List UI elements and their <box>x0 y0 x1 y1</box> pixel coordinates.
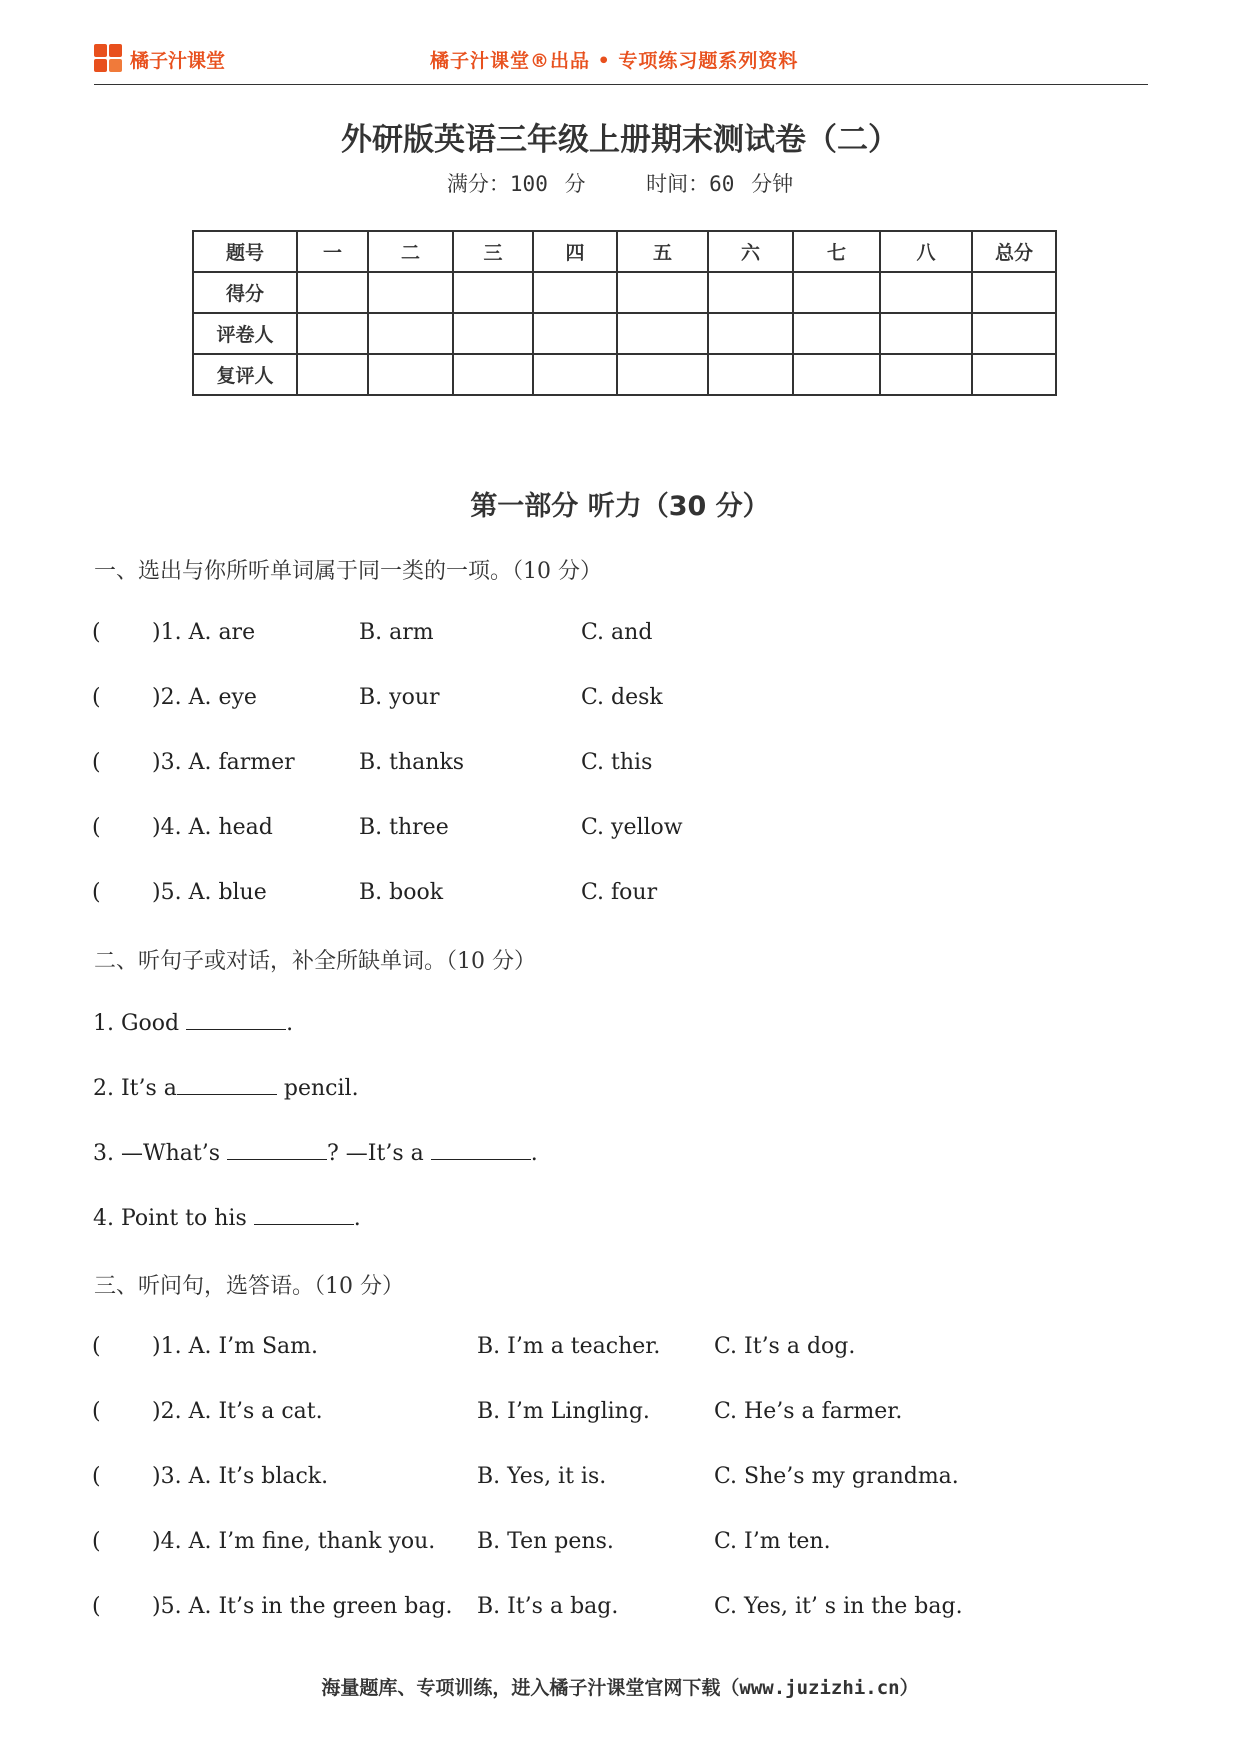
page-footer: 海量题库、专项训练，进入橘子汁课堂官网下载（www.juzizhi.cn） <box>321 1677 919 1699</box>
score-header-cell: 七 <box>793 231 880 272</box>
question-option-a: )1. A. are <box>152 620 256 645</box>
answer-blank[interactable] <box>431 1139 531 1160</box>
question-text: . <box>530 1141 538 1166</box>
question-option-c: C. desk <box>581 685 663 710</box>
question-option-a: )4. A. head <box>152 815 273 840</box>
question-option-c: C. four <box>581 880 658 905</box>
question-option-b: B. It’s a bag. <box>477 1594 619 1619</box>
question-option-c: C. I’m ten. <box>714 1529 831 1554</box>
score-header-cell: 二 <box>368 231 453 272</box>
question-option-c: C. She’s my grandma. <box>714 1464 959 1489</box>
answer-paren: ( <box>92 1399 101 1424</box>
question-text: 2. It’s a <box>93 1076 177 1101</box>
logo <box>94 44 225 74</box>
question-option-b: B. arm <box>359 620 434 645</box>
header-title: 橘子汁课堂®出品 • 专项练习题系列资料 <box>430 50 799 72</box>
question-option-b: B. three <box>359 815 449 840</box>
score-header-cell: 五 <box>617 231 708 272</box>
score-table <box>192 230 1057 396</box>
score-header-cell: 一 <box>297 231 368 272</box>
question-text: ? —It’s a <box>327 1141 431 1166</box>
question-option-b: B. I’m a teacher. <box>477 1334 661 1359</box>
fill-blank-question <box>93 1009 293 1036</box>
answer-blank[interactable] <box>254 1204 354 1225</box>
question-option-b: B. Ten pens. <box>477 1529 614 1554</box>
score-header-cell: 三 <box>453 231 533 272</box>
question-option-b: B. I’m Lingling. <box>477 1399 650 1424</box>
answer-paren: ( <box>92 1594 101 1619</box>
question-option-c: C. and <box>581 620 653 645</box>
answer-paren: ( <box>92 880 101 905</box>
score-table-row <box>193 313 1056 354</box>
question-text: . <box>353 1206 361 1231</box>
section-title: 一、选出与你所听单词属于同一类的一项。（10 分） <box>94 559 602 584</box>
logo-mark-icon <box>94 44 124 74</box>
fill-blank-question <box>93 1139 538 1166</box>
question-option-b: B. thanks <box>359 750 465 775</box>
question-option-a: )5. A. blue <box>152 880 267 905</box>
answer-paren: ( <box>92 1464 101 1489</box>
answer-blank[interactable] <box>227 1139 327 1160</box>
exam-title: 外研版英语三年级上册期末测试卷（二） <box>341 122 899 158</box>
question-text: pencil. <box>276 1076 359 1101</box>
question-option-a: )4. A. I’m fine, thank you. <box>152 1529 436 1554</box>
answer-paren: ( <box>92 750 101 775</box>
question-option-b: B. your <box>359 685 440 710</box>
question-option-c: C. Yes, it’ s in the bag. <box>714 1594 963 1619</box>
question-text: . <box>286 1011 294 1036</box>
score-header-cell: 八 <box>880 231 972 272</box>
score-row-label: 得分 <box>193 272 297 313</box>
answer-paren: ( <box>92 815 101 840</box>
question-option-a: )3. A. farmer <box>152 750 295 775</box>
score-header-cell: 四 <box>533 231 617 272</box>
question-option-a: )1. A. I’m Sam. <box>152 1334 319 1359</box>
page-header <box>94 40 1148 85</box>
fill-blank-question <box>93 1074 359 1101</box>
score-header-cell: 六 <box>708 231 793 272</box>
question-option-b: B. book <box>359 880 444 905</box>
question-option-c: C. He’s a farmer. <box>714 1399 903 1424</box>
question-text: 1. Good <box>93 1011 187 1036</box>
score-header-cell: 题号 <box>193 231 297 272</box>
question-option-c: C. this <box>581 750 653 775</box>
logo-text: 橘子汁课堂 <box>130 49 226 72</box>
time-limit: 时间：60 分钟 <box>646 172 794 196</box>
score-table-row <box>193 354 1056 395</box>
question-option-a: )5. A. It’s in the green bag. <box>152 1594 453 1619</box>
question-option-a: )2. A. eye <box>152 685 257 710</box>
question-text: 4. Point to his <box>93 1206 254 1231</box>
score-table-row <box>193 272 1056 313</box>
score-header-cell: 总分 <box>972 231 1056 272</box>
part-title: 第一部分 听力（30 分） <box>470 491 770 522</box>
answer-blank[interactable] <box>177 1074 277 1095</box>
answer-paren: ( <box>92 1529 101 1554</box>
question-text: 3. —What’s <box>93 1141 227 1166</box>
section-title: 二、听句子或对话，补全所缺单词。（10 分） <box>94 949 536 974</box>
answer-paren: ( <box>92 685 101 710</box>
answer-paren: ( <box>92 620 101 645</box>
section-title: 三、听问句，选答语。（10 分） <box>94 1274 404 1299</box>
answer-blank[interactable] <box>186 1009 286 1030</box>
question-option-c: C. It’s a dog. <box>714 1334 856 1359</box>
question-option-c: C. yellow <box>581 815 683 840</box>
question-option-a: )2. A. It’s a cat. <box>152 1399 323 1424</box>
score-table-header-row <box>193 231 1056 272</box>
score-row-label: 评卷人 <box>193 313 297 354</box>
full-score: 满分：100 分 <box>446 172 586 196</box>
question-option-a: )3. A. It’s black. <box>152 1464 329 1489</box>
question-option-b: B. Yes, it is. <box>477 1464 607 1489</box>
score-row-label: 复评人 <box>193 354 297 395</box>
exam-subtitle <box>0 168 1240 198</box>
fill-blank-question <box>93 1204 361 1231</box>
answer-paren: ( <box>92 1334 101 1359</box>
